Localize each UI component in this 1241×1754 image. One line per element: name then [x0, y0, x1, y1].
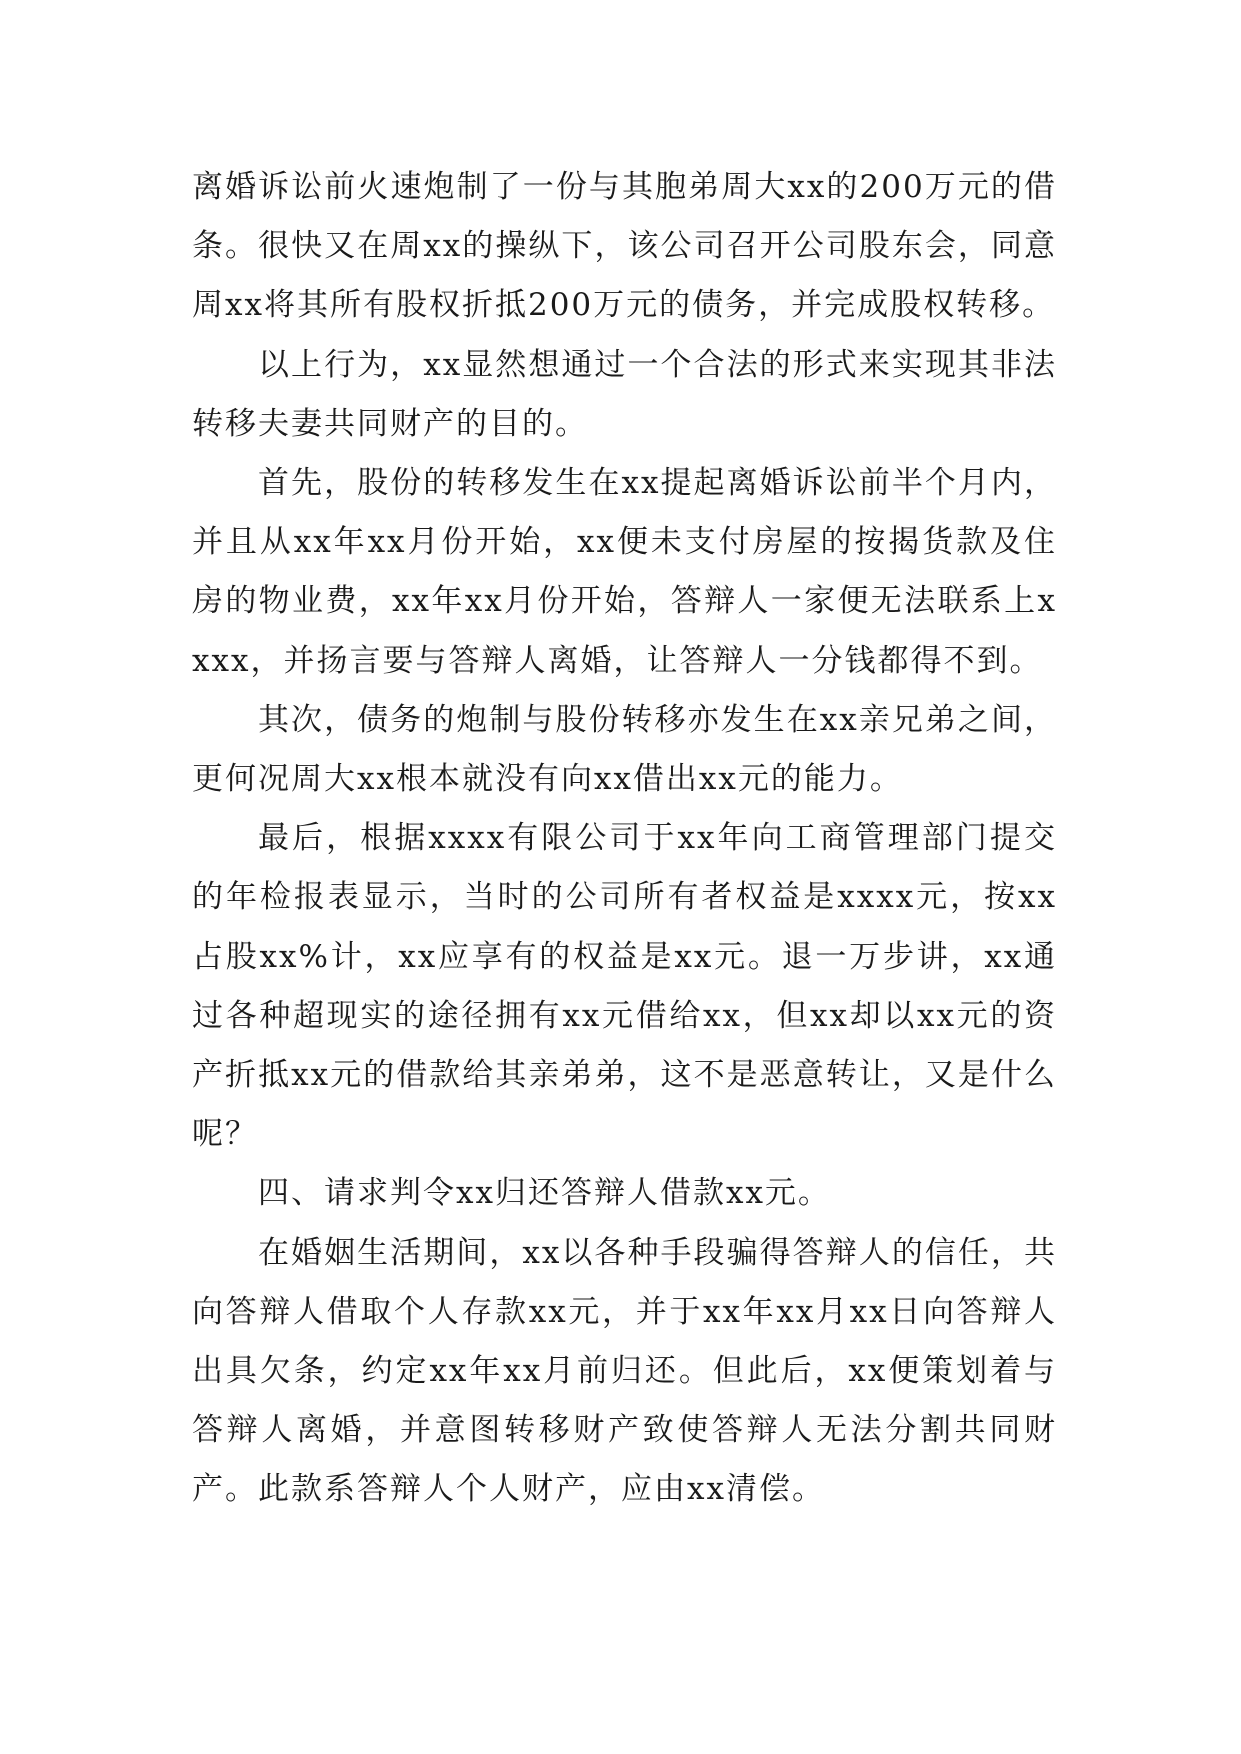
section-heading-four: 四、请求判令xx归还答辩人借款xx元。 [258, 1175, 831, 1212]
paragraph-last-point: 最后，根据xxxx有限公司于xx年向工商管理部门提交的年检报表显示，当时的公司所有者权益是xxxx元，按xx占股xx%计，xx应享有的权益是xx元。退一万步讲，xx通过各种超现实的途径拥有xx元借给xx，但xx却以xx元的资产折抵xx元的借款给其亲弟弟，这不是恶意转让，又是什么呢？ [192, 820, 1057, 1153]
document-body [192, 158, 1057, 1520]
paragraph-second-point: 其次，债务的炮制与股份转移亦发生在xx亲兄弟之间，更何况周大xx根本就没有向xx借出xx元的能力。 [192, 701, 1057, 798]
paragraph-continuation: 离婚诉讼前火速炮制了一份与其胞弟周大xx的200万元的借条。很快又在周xx的操纵下，该公司召开公司股东会，同意周xx将其所有股权折抵200万元的债务，并完成股权转移。 [192, 169, 1057, 324]
paragraph-first-point: 首先，股份的转移发生在xx提起离婚诉讼前半个月内，并且从xx年xx月份开始，xx便未支付房屋的按揭货款及住房的物业费，xx年xx月份开始，答辩人一家便无法联系上xxxx，并扬言要与答辩人离婚，让答辩人一分钱都得不到。 [192, 465, 1057, 679]
paragraph-summary: 以上行为，xx显然想通过一个合法的形式来实现其非法转移夫妻共同财产的目的。 [192, 346, 1057, 442]
paragraph-loan-claim: 在婚姻生活期间，xx以各种手段骗得答辩人的信任，共向答辩人借取个人存款xx元，并于xx年xx月xx日向答辩人出具欠条，约定xx年xx月前归还。但此后，xx便策划着与答辩人离婚，并意图转移财产致使答辩人无法分割共同财产。此款系答辩人个人财产，应由xx清偿。 [192, 1234, 1057, 1508]
